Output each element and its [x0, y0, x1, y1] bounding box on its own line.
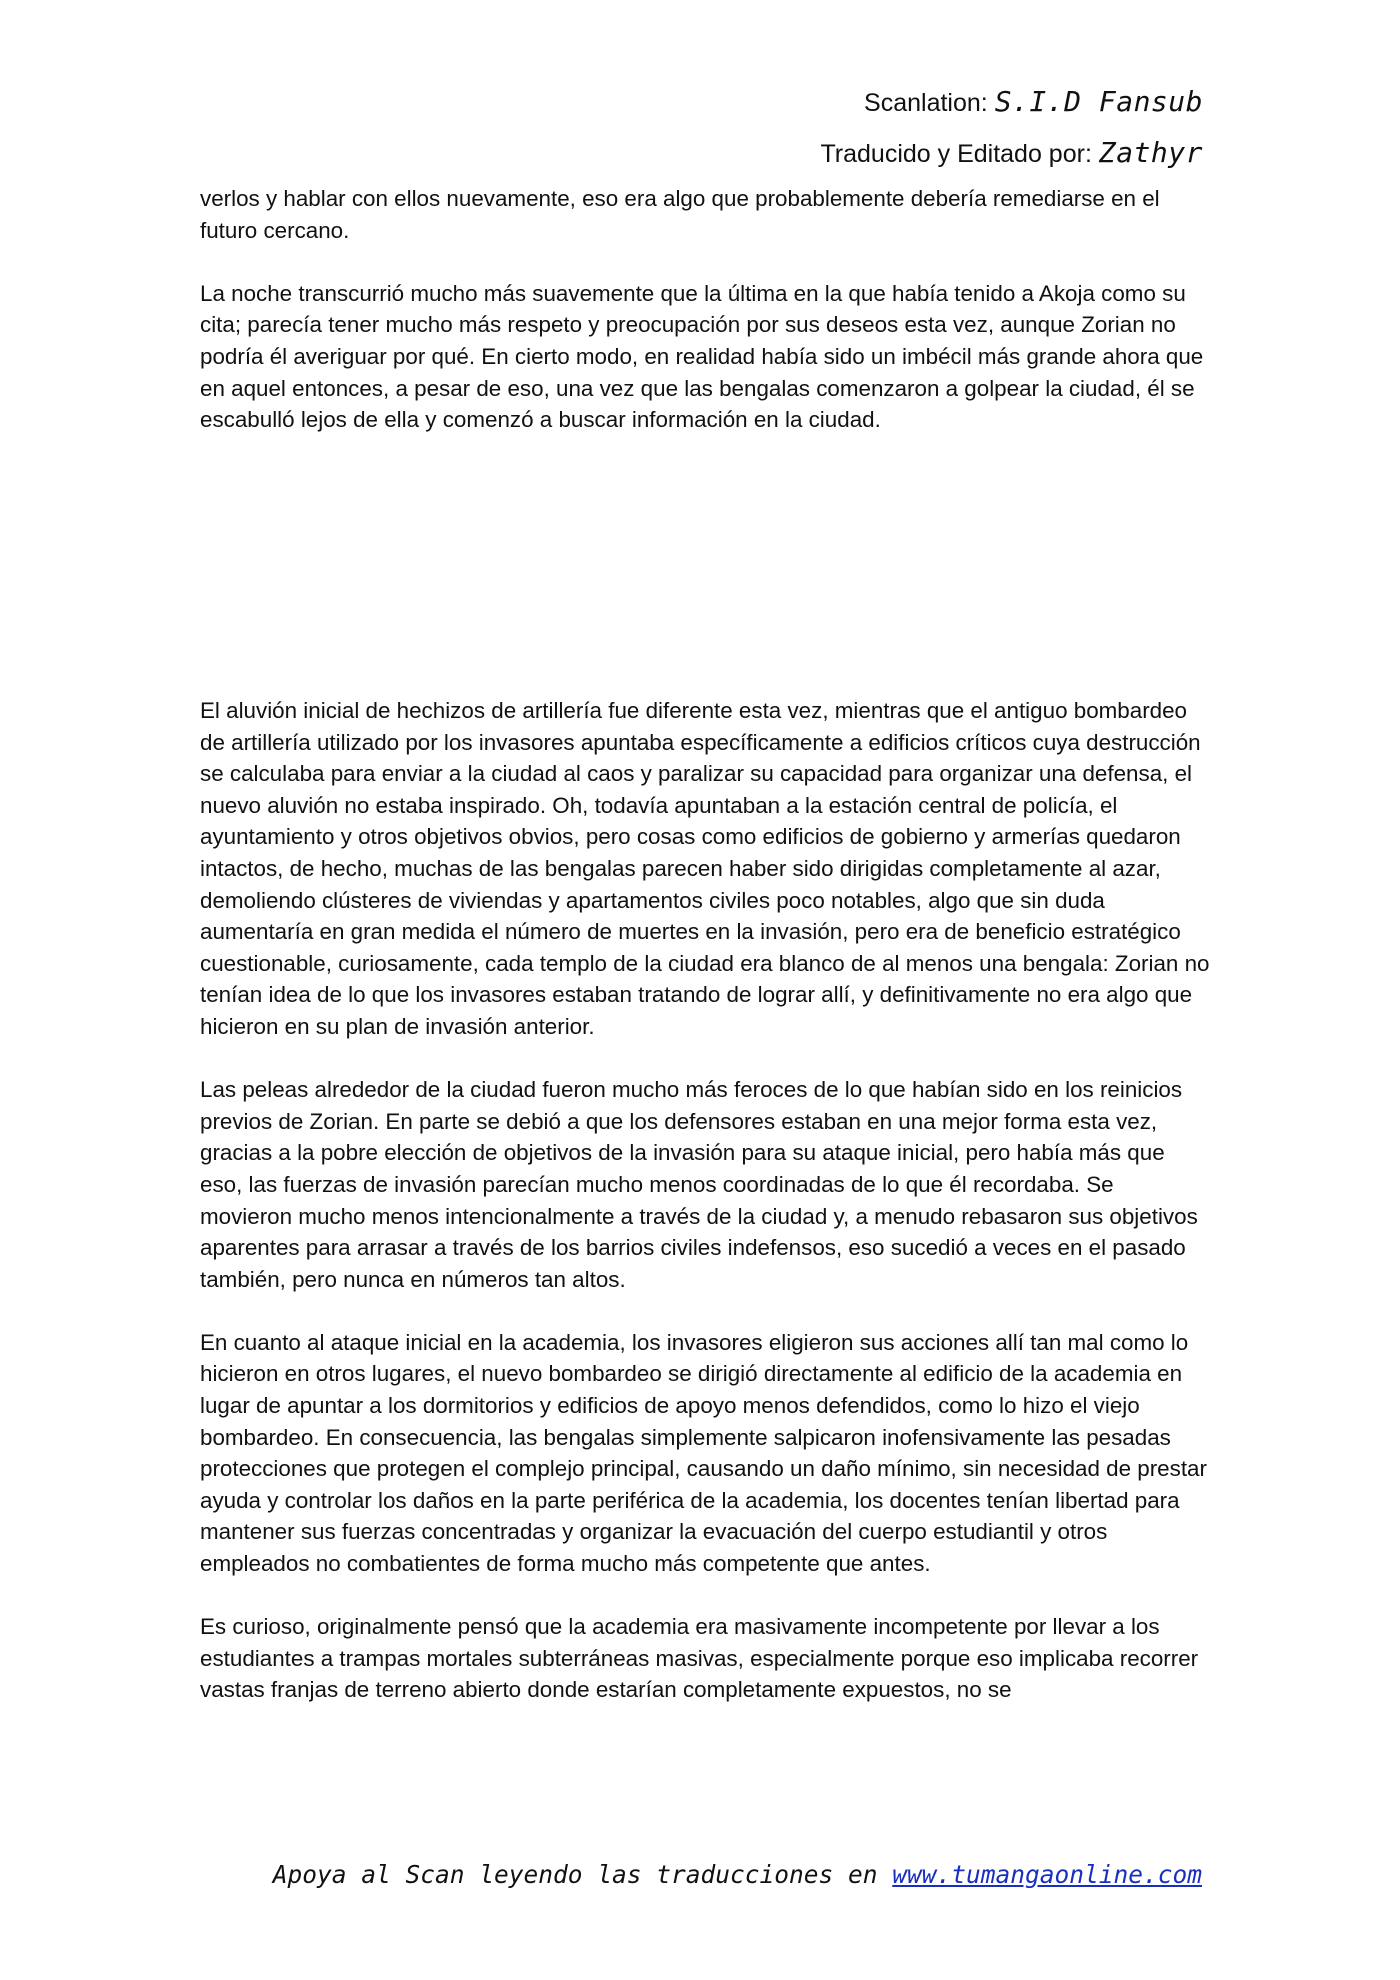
paragraph: La noche transcurrió mucho más suavemente que la última en la que había tenido a Akoja como su cita; parecía tener mucho más respeto y preocupación por sus deseos esta vez, aunque Zorian no podría él averiguar por qué. En cierto modo, en realidad había sido un imbécil más grande ahora que en aquel entonces, a pesar de eso, una vez que las bengalas comenzaron a golpear la ciudad, él se escabulló lejos de ella y comenzó a buscar información en la ciudad. — [200, 280, 1204, 433]
footer-text: Apoya al Scan leyendo las traducciones en — [272, 1860, 893, 1889]
scanlation-group: S.I.D Fansub — [994, 85, 1203, 118]
paragraph: En cuanto al ataque inicial en la academia, los invasores eligieron sus acciones allí tan mal como lo hicieron en otros lugares, el nuevo bombardeo se dirigió directamente al edificio de la academia en lugar de apuntar a los dormitorios y edificios de apoyo menos defendidos, como lo hizo el viejo bombardeo. En consecuencia, las bengalas simplemente salpicaron inofensivamente las pesadas protecciones que protegen el complejo principal, causando un daño mínimo, sin necesidad de prestar ayuda y controlar los daños en la parte periférica de la academia, los docentes tenían libertad para mantener sus fuerzas concentradas y organizar la evacuación del cuerpo estudiantil y otros empleados no combatientes de forma mucho más competente que antes. — [200, 1329, 1207, 1577]
translator-credit — [820, 137, 1203, 170]
scanlation-label: Scanlation: — [864, 89, 988, 117]
scanlation-credit — [820, 86, 1203, 119]
paragraph: Las peleas alrededor de la ciudad fueron mucho más feroces de lo que habían sido en los reinicios previos de Zorian. En parte se debió a que los defensores estaban en una mejor forma esta vez, gracias a la pobre elección de objetivos de la invasión para su ataque inicial, pero había más que eso, las fuerzas de invasión parecían mucho menos coordinadas de lo que él recordaba. Se movieron mucho menos intencionalmente a través de la ciudad y, a menudo rebasaron sus objetivos aparentes para arrasar a través de los barrios civiles indefensos, eso sucedió a veces en el pasado también, pero nunca en números tan altos. — [200, 1077, 1198, 1292]
credits-header — [820, 86, 1203, 170]
footer-note — [273, 1860, 1202, 1889]
translator-label: Traducido y Editado por: — [820, 140, 1092, 168]
paragraph: El aluvión inicial de hechizos de artillería fue diferente esta vez, mientras que el antiguo bombardeo de artillería utilizado por los invasores apuntaba específicamente a edificios críticos cuya destrucción se calculaba para enviar a la ciudad al caos y paralizar su capacidad para organizar una defensa, el nuevo aluvión no estaba inspirado. Oh, todavía apuntaban a la estación central de policía, el ayuntamiento y otros objetivos obvios, pero cosas como edificios de gobierno y armerías quedaron intactos, de hecho, muchas de las bengalas parecen haber sido dirigidas completamente al azar, demoliendo clústeres de viviendas y apartamentos civiles poco notables, algo que sin duda aumentaría en gran medida el número de muertes en la invasión, pero era de beneficio estratégico cuestionable, curiosamente, cada templo de la ciudad era blanco de al menos una bengala: Zorian no tenían idea de lo que los invasores estaban tratando de lograr allí, y definitivamente no era algo que hicieron en su plan de invasión anterior. — [200, 698, 1210, 1039]
footer-link[interactable]: www.tumangaonline.com — [892, 1860, 1202, 1889]
text-block-bottom — [200, 695, 1210, 1738]
translator-name: Zathyr — [1098, 136, 1203, 169]
paragraph: verlos y hablar con ellos nuevamente, eso era algo que probablemente debería remediarse en el futuro cercano. — [200, 186, 1160, 243]
text-block-top — [200, 183, 1210, 467]
paragraph: Es curioso, originalmente pensó que la academia era masivamente incompetente por llevar a los estudiantes a trampas mortales subterráneas masivas, especialmente porque eso implicaba recorrer vastas franjas de terreno abierto donde estarían completamente expuestos, no se — [200, 1614, 1199, 1703]
